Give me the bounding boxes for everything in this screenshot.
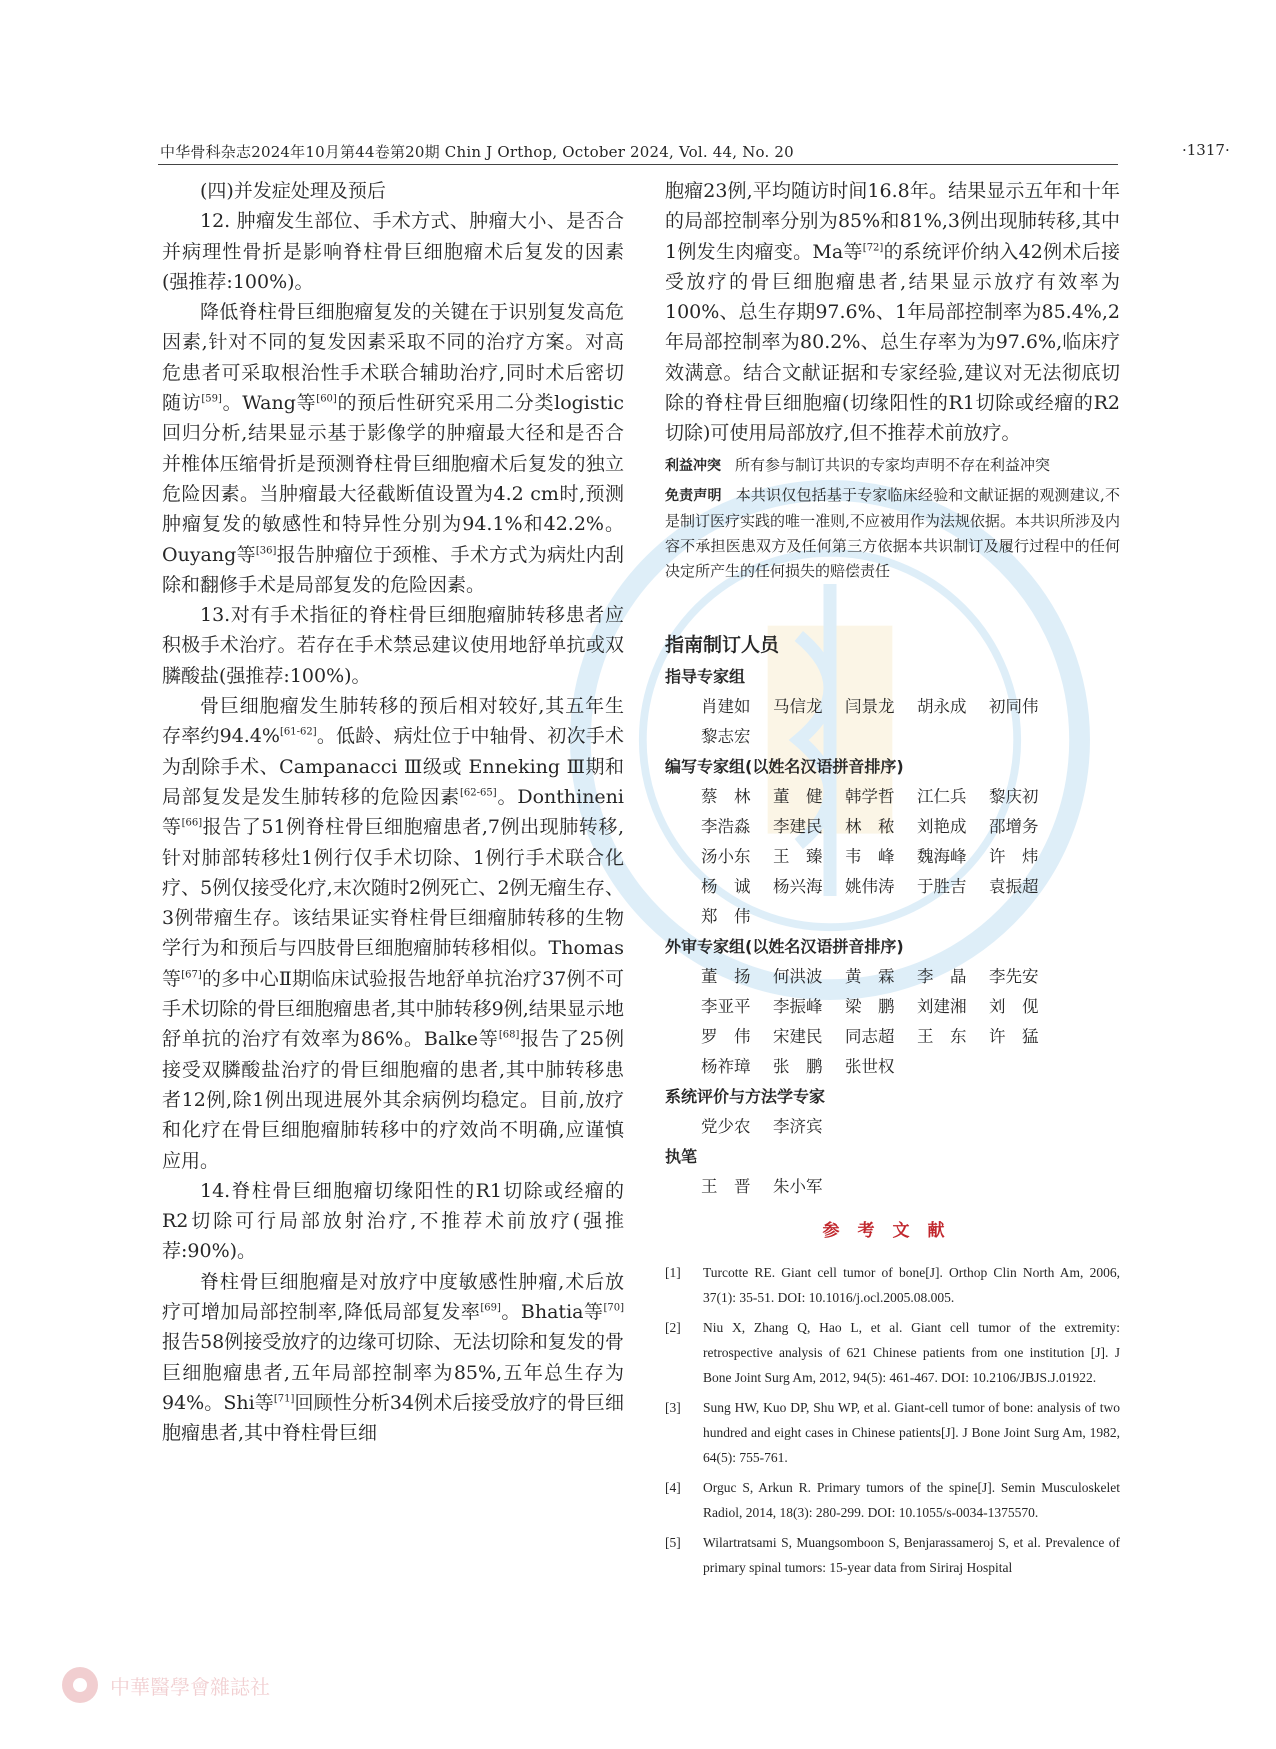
page-number: ·1317· <box>1182 141 1230 159</box>
staff-group-review: 外审专家组(以姓名汉语拼音排序) 董 扬 何洪波 黄 霖 李 晶 李先安 李亚平 李振峰 梁 鹏 刘建湘 刘 伣 罗 伟 宋建民 同志超 王 东 许 猛 杨祚璋 张 鹏 张世权 <box>665 932 1120 1082</box>
paragraph-recurrence: 降低脊柱骨巨细胞瘤复发的关键在于识别复发高危因素,针对不同的复发因素采取不同的治疗方案。对高危患者可采取根治性手术联合辅助治疗,同时术后密切随访[59]。Wang等[60]的预后性研究采用二分类logistic回归分析,结果显示基于影像学的肿瘤最大径和是否合并椎体压缩骨折是预测脊柱骨巨细胞瘤术后复发的独立危险因素。当肿瘤最大径截断值设置为4.2 cm时,预测肿瘤复发的敏感性和特异性分别为94.1%和42.2%。Ouyang等[36]报告肿瘤位于颈椎、手术方式为病灶内刮除和翻修手术是局部复发的危险因素。 <box>162 301 624 596</box>
flower-logo-icon <box>60 1665 100 1705</box>
paragraph-lung-metastasis: 骨巨细胞瘤发生肺转移的预后相对较好,其五年生存率约94.4%[61-62]。低龄、病灶位于中轴骨、初次手术为刮除手术、Campanacci Ⅲ级或 Enneking Ⅲ期和局部复发是发生肺转移的危险因素[62-65]。Donthineni等[66]报告了51例脊柱骨巨细胞瘤患者,7例出现肺转移,针对肺部转移灶1例行仅手术切除、1例行手术联合化疗、5例仅接受化疗,末次随时2例死亡、2例无瘤生存、3例带瘤生存。该结果证实脊柱骨巨细瘤肺转移的生物学行为和预后与四肢骨巨细胞瘤肺转移相似。Thomas等[67]的多中心Ⅱ期临床试验报告地舒单抗治疗37例不可手术切除的骨巨细胞瘤患者,其中肺转移9例,结果显示地舒单抗的治疗有效率为86%。Balke等[68]报告了25例接受双膦酸盐治疗的骨巨细胞瘤的患者,其中肺转移患者12例,除1例出现进展外其余病例均稳定。目前,放疗和化疗在骨巨细胞瘤肺转移中的疗效尚不明确,应谨慎应用。 <box>162 695 624 1172</box>
staff-group-writing: 编写专家组(以姓名汉语拼音排序) 蔡 林 董 健 韩学哲 江仁兵 黎庆初 李浩淼 李建民 林 秾 刘艳成 邵增务 汤小东 王 臻 韦 峰 魏海峰 许 炜 杨 诚 杨兴海 姚伟涛 于胜吉 袁振超 郑 伟 <box>665 752 1120 932</box>
reference-item: [3] Sung HW, Kuo DP, Shu WP, et al. Giant-cell tumor of bone: analysis of two hundred and eight cases in Chinese patients[J]. J Bone Joint Surg Am, 1982, 64(5): 755-761. <box>665 1399 1120 1465</box>
names-list: 党少农 李济宾 <box>701 1116 823 1136</box>
staff-group-writers: 执笔 王 晋 朱小军 <box>665 1142 1120 1202</box>
conflict-statement: 利益冲突 所有参与制订共识的专家均声明不存在利益冲突 <box>665 455 1051 474</box>
section-heading: (四)并发症处理及预后 <box>200 180 386 202</box>
names-list: 王 晋 朱小军 <box>701 1176 823 1196</box>
names-list: 董 扬 何洪波 黄 霖 李 晶 李先安 李亚平 李振峰 梁 鹏 刘建湘 刘 伣 罗 伟 宋建民 同志超 王 东 许 猛 杨祚璋 张 鹏 张世权 <box>701 966 1039 1076</box>
reference-list <box>665 1260 1120 1580</box>
names-list: 肖建如 马信龙 闫景龙 胡永成 初同伟 黎志宏 <box>701 696 1039 746</box>
header-rule <box>158 164 1118 165</box>
publisher-name: 中華醫學會雜誌社 <box>110 1674 270 1699</box>
publisher-watermark <box>60 1660 620 1710</box>
disclaimer: 免责声明 本共识仅包括基于专家临床经验和文献证据的观测建议,不是制订医疗实践的唯一准则,不应被用作为法规依据。本共识所涉及内容不承担医患双方及任何第三方依据本共识制订及履行过程中的任何决定所产生的任何损失的赔偿责任 <box>665 485 1121 580</box>
staff-title: 指南制订人员 <box>665 633 780 656</box>
recommendation-12: 12. 肿瘤发生部位、手术方式、肿瘤大小、是否合并病理性骨折是影响脊柱骨巨细胞瘤术后复发的因素(强推荐:100%)。 <box>162 210 624 293</box>
reference-item: [5] Wilartratsami S, Muangsomboon S, Benjarassameroj S, et al. Prevalence of primary spinal tumors: 15-year data from Siriraj Hospital <box>665 1534 1120 1575</box>
paragraph-radiotherapy: 脊柱骨巨细胞瘤是对放疗中度敏感性肿瘤,术后放疗可增加局部控制率,降低局部复发率[69]。Bhatia等[70]报告58例接受放疗的边缘可切除、无法切除和复发的骨巨细胞瘤患者,五年局部控制率为85%,五年总生存为94%。Shi等[71]回顾性分析34例术后接受放疗的骨巨细胞瘤患者,其中脊柱骨巨细 <box>162 1270 624 1445</box>
reference-item: [4] Orguc S, Arkun R. Primary tumors of the spine[J]. Semin Musculoskelet Radiol, 2014, 18(3): 280-299. DOI: 10.1055/s-0034-1375570. <box>665 1479 1120 1520</box>
staff-group-guidance: 指导专家组 肖建如 马信龙 闫景龙 胡永成 初同伟 黎志宏 <box>665 662 1120 752</box>
staff-group-methodology: 系统评价与方法学专家 党少农 李济宾 <box>665 1082 1120 1142</box>
running-header: 中华骨科杂志2024年10月第44卷第20期 Chin J Orthop, October 2024, Vol. 44, No. 20 <box>160 143 794 161</box>
right-column <box>665 176 1120 1585</box>
recommendation-14: 14.脊柱骨巨细胞瘤切缘阳性的R1切除或经瘤的R2切除可行局部放射治疗,不推荐术前放疗(强推荐:90%)。 <box>162 1179 624 1263</box>
paragraph-radiotherapy-cont: 胞瘤23例,平均随访时间16.8年。结果显示五年和十年的局部控制率分别为85%和81%,3例出现肺转移,其中1例发生肉瘤变。Ma等[72]的系统评价纳入42例术后接受放疗的骨巨细胞瘤患者,结果显示放疗有效率为100%、总生存期97.6%、1年局部控制率为85.4%,2年局部控制率为80.2%、总生存率为为97.6%,临床疗效满意。结合文献证据和专家经验,建议对无法彻底切除的脊柱骨巨细胞瘤(切缘阳性的R1切除或经瘤的R2切除)可使用局部放疗,但不推荐术前放疗。 <box>665 180 1120 445</box>
left-column <box>162 176 624 1448</box>
references-title: 参考文献 <box>822 1220 963 1241</box>
names-list: 蔡 林 董 健 韩学哲 江仁兵 黎庆初 李浩淼 李建民 林 秾 刘艳成 邵增务 汤小东 王 臻 韦 峰 魏海峰 许 炜 杨 诚 杨兴海 姚伟涛 于胜吉 袁振超 郑 伟 <box>701 786 1039 926</box>
reference-item: [2] Niu X, Zhang Q, Hao L, et al. Giant cell tumor of the extremity: retrospective analysis of 621 Chinese patients from one institution [J]. J Bone Joint Surg Am, 2012, 94(5): 461-467. DOI: 10.2106/JBJS.J.01922. <box>665 1319 1120 1385</box>
recommendation-13: 13.对有手术指征的脊柱骨巨细胞瘤肺转移患者应积极手术治疗。若存在手术禁忌建议使用地舒单抗或双膦酸盐(强推荐:100%)。 <box>162 604 624 687</box>
reference-item: [1] Turcotte RE. Giant cell tumor of bone[J]. Orthop Clin North Am, 2006, 37(1): 35-51. DOI: 10.1016/j.ocl.2005.08.005. <box>665 1264 1120 1305</box>
